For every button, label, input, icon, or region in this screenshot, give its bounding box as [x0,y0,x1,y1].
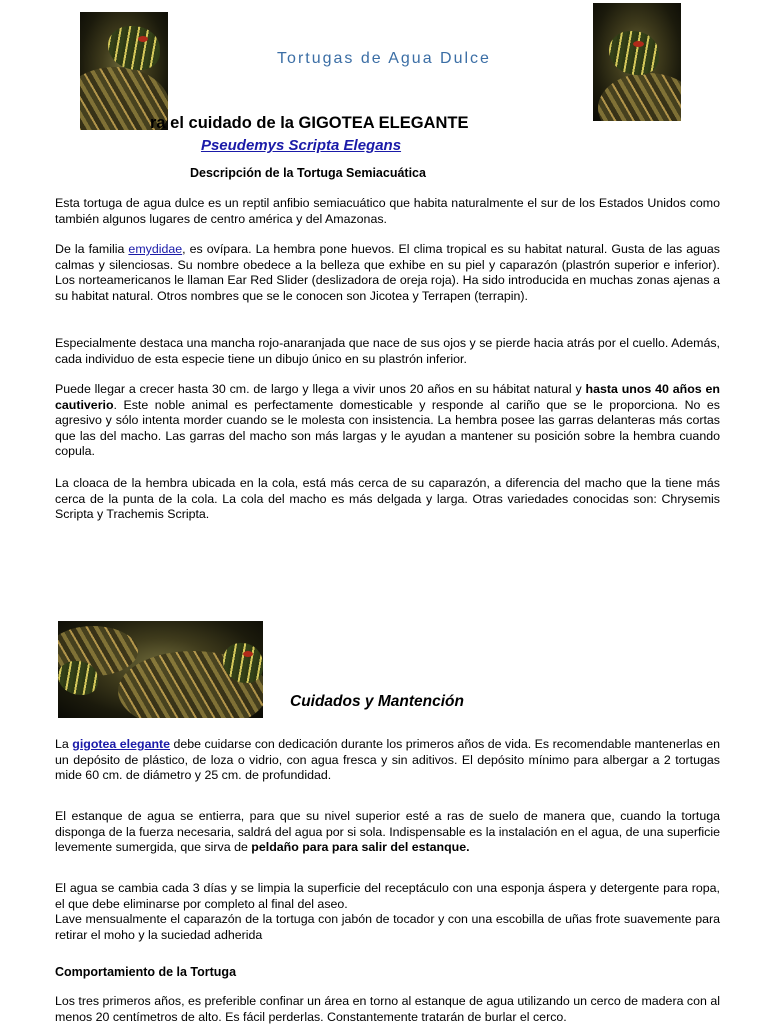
description-paragraph-5: La cloaca de la hembra ubicada en la cola, está más cerca de su caparazón, a diferencia del macho que la tiene más cerca de la punta de la cola. La cola del macho es más delgada y larga. Otras variedades conocidas son: Chrysemis Scripta y Trachemis Scripta. [55,476,720,522]
gigotea-elegante-link[interactable]: gigotea elegante [72,737,171,751]
bold-text: hasta unos 40 años en cautiverio [55,382,720,412]
text-span: Lave mensualmente el caparazón de la tortuga con jabón de tocador y con una escobilla de uñas frote suavemente para retirar el moho y la suciedad adherida [55,912,720,942]
text-span: . Este noble animal es perfectamente domesticable y responde al cariño que se le proporciona. No es agresivo y sólo intenta morder cuando se le molesta con insistencia. La hembra posee las garras delanteras más cortas que las del macho. Las garras del macho son más largas y le ayudan a mantener su posición sobre la hembra cuando copula. [55,397,720,459]
text-span: debe cuidarse con dedicación durante los primeros años de vida. Es recomendable mantenerlas en un depósito de plástico, de loza o vidrio, con agua fresca y sin aditivos. El depósito mínimo para albergar a 2 tortugas mide 60 cm. de diámetro y 25 cm. de profundidad. [55,737,720,783]
turtle-photo-top-left [80,12,168,130]
site-title: Tortugas de Agua Dulce [277,50,491,67]
behavior-paragraph-1: Los tres primeros años, es preferible confinar un área en torno al estanque de agua utilizando un cerco de madera con al menos 20 centímetros de alto. Es fácil perderlas. Constantemente tratarán de burlar el cerco. [55,994,720,1024]
description-paragraph-1: Esta tortuga de agua dulce es un reptil anfibio semiacuático que habita naturalmente el sur de los Estados Unidos como también algunos lugares de centro américa y del Amazonas. [55,196,720,226]
care-paragraph-3 [55,881,720,943]
turtles-photo-middle [58,621,263,718]
care-paragraph-1 [55,737,720,784]
text-span: El agua se cambia cada 3 días y se limpia la superficie del receptáculo con una esponja áspera y detergente para ropa, el que debe eliminarse por completo al final del aseo. [55,881,720,911]
emydidae-link[interactable]: emydidae [128,242,183,256]
description-paragraph-4 [55,382,720,460]
description-paragraph-2 [55,242,720,304]
main-title: ra el cuidado de la GIGOTEA ELEGANTE [150,114,469,132]
care-paragraph-2 [55,809,720,856]
description-paragraph-3: Especialmente destaca una mancha rojo-anaranjada que nace de sus ojos y se pierde hacia atrás por el cuello. Además, cada individuo de esta especie tiene un dibujo único en su plastrón inferior. [55,336,720,366]
text-span: El estanque de agua se entierra, para que su nivel superior esté a ras de suelo de manera que, cuando la tortuga disponga de la fuerza necesaria, saldrá del agua por si sola. Indispensable es la instalación en el agua, de una superficie levemente sumergida, que sirva de [55,809,720,855]
text-span: De la familia [55,242,129,256]
description-heading: Descripción de la Tortuga Semiacuática [190,166,426,180]
text-span: Puede llegar a crecer hasta 30 cm. de largo y llega a vivir unos 20 años en su hábitat natural y [55,382,586,396]
text-span: , es ovípara. La hembra pone huevos. El clima tropical es su habitat natural. Gusta de las aguas calmas y silenciosas. Su nombre obedece a la belleza que exhibe en su piel y caparazón (plastrón superior e inferior). Los norteamericanos le llaman Ear Red Slider (deslizadora de oreja roja). Ha sido introducida en muchas zonas ajenas a su habitat natural. Otros nombres que se le conocen son Jicotea y Terrapen (terrapin). [55,242,720,303]
text-span: La [55,737,73,751]
bold-text: peldaño para para salir del estanque. [251,840,470,855]
care-section-title: Cuidados y Mantención [290,693,464,710]
behavior-heading: Comportamiento de la Tortuga [55,965,237,979]
scientific-name-link[interactable]: Pseudemys Scripta Elegans [200,137,402,154]
